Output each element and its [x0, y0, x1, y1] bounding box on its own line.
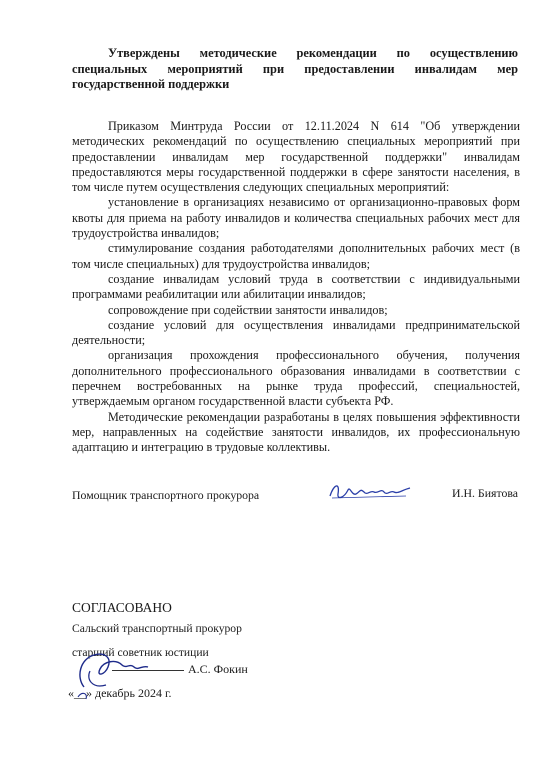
approval-position: Сальский транспортный прокурор [72, 622, 242, 635]
paragraph-support: сопровождение при содействии занятости инвалидов; [108, 302, 388, 317]
paragraph-quota: установление в организациях независимо от организационно-правовых форм квоты для приема на работу инвалидов и количества специальных рабочих мест для трудоустройства инвалидов; [72, 195, 520, 241]
paragraph-entrepreneurship: создание условий для осуществления инвалидами предпринимательской деятельности; [72, 317, 520, 348]
paragraph-stimulation: стимулирование создания работодателями дополнительных рабочих мест (в том числе специальных) для трудоустройства инвалидов; [72, 241, 520, 271]
paragraph-order: Приказом Минтруда России от 12.11.2024 N 614 "Об утверждении методических рекомендаций по осуществлению специальных мероприятий при предоставлении инвалидам мер государственной поддержки" инвалидам предоставляются меры государственной поддержки в сфере занятости населения, в том числе путем осуществления следующих специальных мероприятий: [72, 119, 520, 195]
signer-name: И.Н. Биятова [452, 486, 518, 500]
paragraph-conditions: создание инвалидам условий труда в соответствии с индивидуальными программами реабилитации или абилитации инвалидов; [72, 271, 520, 302]
document-heading: Утверждены методические рекомендации по осуществлению специальных мероприятий при предоставлении инвалидам мер государственной поддержки [72, 46, 518, 91]
paragraph-training: организация прохождения профессионального обучения, получения дополнительного профессионального образования инвалидами в соответствии с перечнем востребованных на рынке труда профессий, специальностей, утверждаемым органом государственной власти субъекта РФ. [72, 348, 520, 409]
handwritten-signature [326, 478, 416, 504]
signer-position: Помощник транспортного прокурора [72, 488, 260, 502]
approver-signature [70, 641, 180, 701]
approver-name: А.С. Фокин [188, 662, 248, 676]
approval-rank: старший советник юстиции [72, 646, 209, 659]
approval-date: «__» декабрь 2024 г. [68, 686, 172, 700]
approval-title: СОГЛАСОВАНО [72, 600, 172, 615]
document-body [72, 119, 520, 456]
signature-block [72, 484, 520, 506]
paragraph-purpose: Методические рекомендации разработаны в целях повышения эффективности мер, направленных на содействие занятости инвалидов, их профессиональную адаптацию и интеграцию в трудовые коллективы. [72, 409, 520, 455]
